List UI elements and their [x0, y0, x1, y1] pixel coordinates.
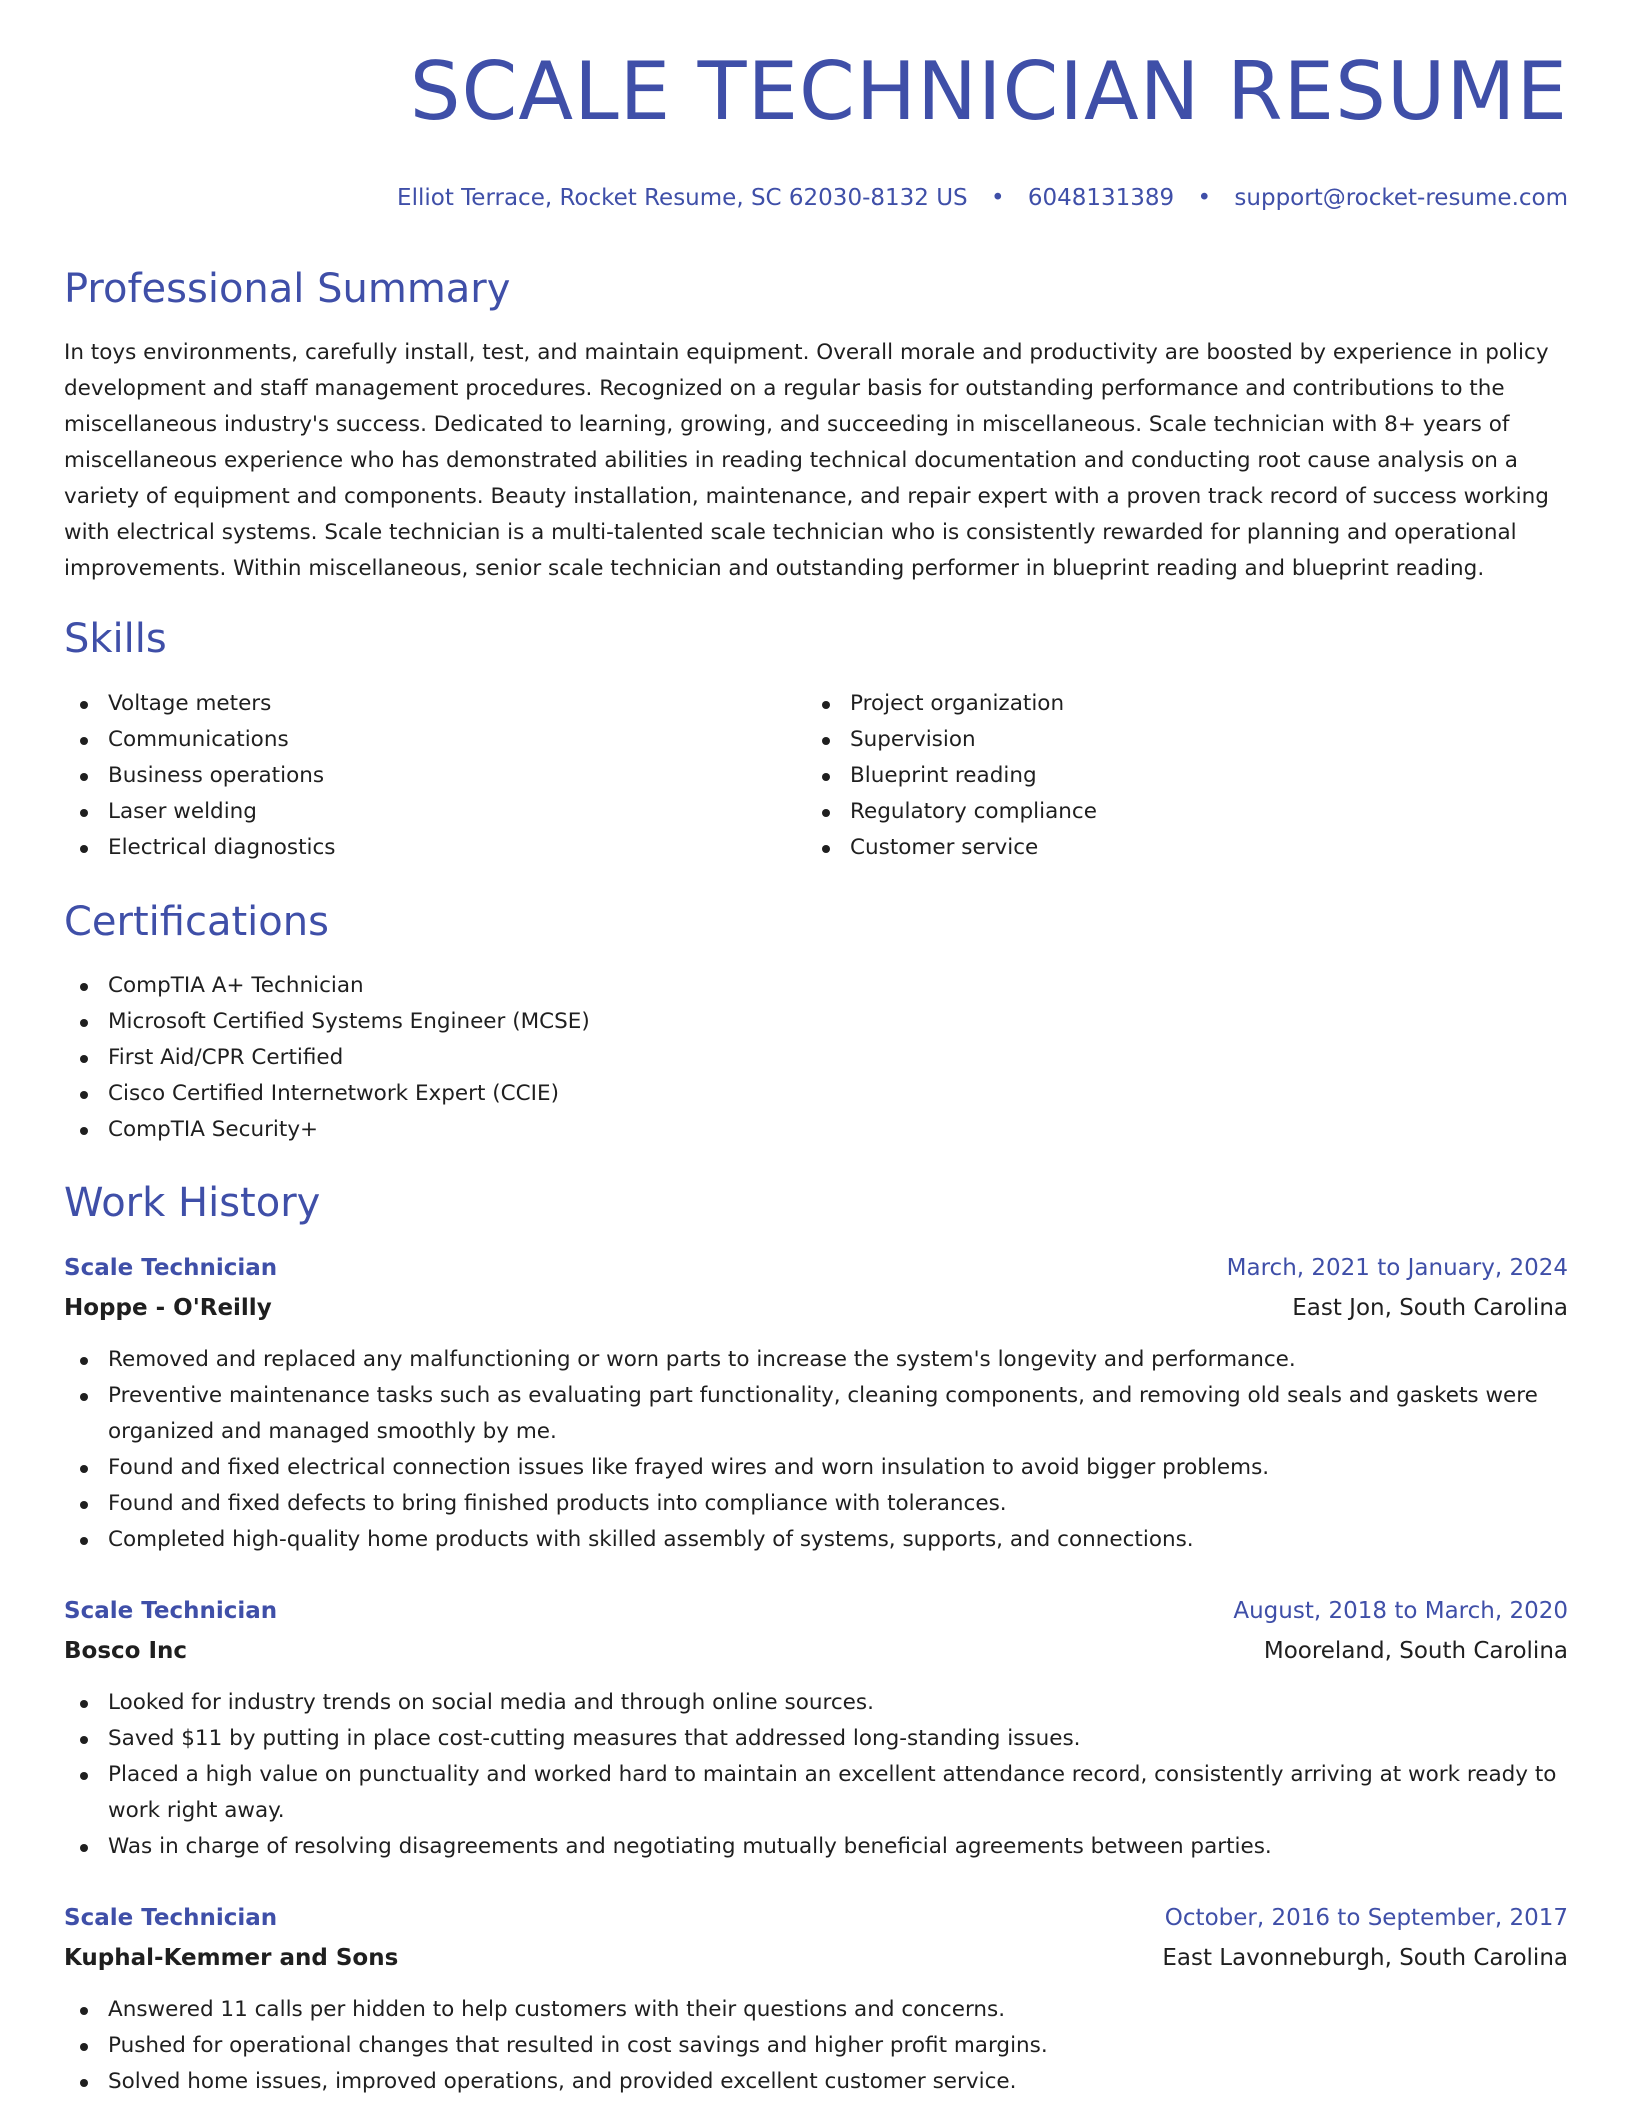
contact-address: Elliot Terrace, Rocket Resume, SC 62030-8132 US	[397, 185, 968, 211]
skills-column-right	[806, 686, 1506, 866]
list-item: Customer service	[806, 830, 1506, 866]
list-item: Regulatory compliance	[806, 794, 1506, 830]
list-item: Placed a high value on punctuality and worked hard to maintain an excellent attendance record, consistently arriving at work ready to work right away.	[64, 1757, 1568, 1829]
job-location: East Jon, South Carolina	[1292, 1295, 1568, 1321]
job-location: East Lavonneburgh, South Carolina	[1162, 1945, 1568, 1971]
list-item: Preventive maintenance tasks such as evaluating part functionality, cleaning components, and removing old seals and gaskets were organized and managed smoothly by me.	[64, 1378, 1568, 1450]
list-item: Removed and replaced any malfunctioning or worn parts to increase the system's longevity and performance.	[64, 1342, 1568, 1378]
skills-list-right	[806, 686, 1506, 866]
list-item: Saved $11 by putting in place cost-cutting measures that addressed long-standing issues.	[64, 1721, 1568, 1757]
job-entry	[64, 1593, 1568, 1865]
job-dates: October, 2016 to September, 2017	[1164, 1905, 1568, 1931]
contact-email[interactable]: support@rocket-resume.com	[1234, 185, 1568, 211]
contact-phone: 6048131389	[1027, 185, 1175, 211]
contact-line	[397, 183, 1568, 213]
skills-column-left	[64, 686, 764, 866]
job-title: Scale Technician	[64, 1598, 278, 1624]
list-item: Electrical diagnostics	[64, 830, 764, 866]
list-item: Solved home issues, improved operations, and provided excellent customer service.	[64, 2064, 1568, 2100]
list-item: Laser welding	[64, 794, 764, 830]
job-title: Scale Technician	[64, 1255, 278, 1281]
summary-text: In toys environments, carefully install, test, and maintain equipment. Overall morale and productivity are boosted by experience in policy development and staff management procedures. Recognized on a regular basis for outstanding performance and contributions to the miscellaneous industry's success. Dedicated to learning, growing, and succeeding in miscellaneous. Scale technician with 8+ years of miscellaneous experience who has demonstrated abilities in reading technical documentation and conducting root cause analysis on a variety of equipment and components. Beauty installation, maintenance, and repair expert with a proven track record of success working with electrical systems. Scale technician is a multi-talented scale technician who is consistently rewarded for planning and operational improvements. Within miscellaneous, senior scale technician and outstanding performer in blueprint reading and blueprint reading.	[64, 340, 1549, 581]
resume-title: SCALE TECHNICIAN RESUME	[409, 45, 1568, 138]
job-title-row	[64, 1900, 1568, 1940]
list-item: Pushed for operational changes that resulted in cost savings and higher profit margins.	[64, 2028, 1568, 2064]
contact-separator: •	[1197, 185, 1212, 211]
list-item: Found and fixed defects to bring finished products into compliance with tolerances.	[64, 1486, 1568, 1522]
list-item: Business operations	[64, 758, 764, 794]
list-item: Microsoft Certified Systems Engineer (MCSE)	[64, 1004, 1064, 1040]
job-entry	[64, 1900, 1568, 2100]
list-item: Blueprint reading	[806, 758, 1506, 794]
list-item: Cisco Certified Internetwork Expert (CCIE)	[64, 1076, 1064, 1112]
list-item: Project organization	[806, 686, 1506, 722]
job-dates: March, 2021 to January, 2024	[1226, 1255, 1568, 1281]
job-dates: August, 2018 to March, 2020	[1233, 1598, 1568, 1624]
job-bullets	[64, 1992, 1568, 2100]
skills-list-left	[64, 686, 764, 866]
list-item: Looked for industry trends on social media and through online sources.	[64, 1685, 1568, 1721]
list-item: Communications	[64, 722, 764, 758]
contact-separator: •	[990, 185, 1005, 211]
job-company: Kuphal-Kemmer and Sons	[64, 1945, 399, 1971]
job-entry	[64, 1250, 1568, 1558]
job-company-row	[64, 1633, 1568, 1673]
work-history-heading: Work History	[64, 1180, 321, 1226]
list-item: CompTIA A+ Technician	[64, 968, 1064, 1004]
list-item: Voltage meters	[64, 686, 764, 722]
list-item: Completed high-quality home products with skilled assembly of systems, supports, and connections.	[64, 1522, 1568, 1558]
certifications-list	[64, 968, 1064, 1148]
job-company: Hoppe - O'Reilly	[64, 1295, 272, 1321]
certifications-heading: Certifications	[64, 899, 329, 945]
job-title-row	[64, 1250, 1568, 1290]
list-item: Supervision	[806, 722, 1506, 758]
job-bullets	[64, 1342, 1568, 1558]
job-title: Scale Technician	[64, 1905, 278, 1931]
list-item: First Aid/CPR Certified	[64, 1040, 1064, 1076]
job-company-row	[64, 1940, 1568, 1980]
job-company-row	[64, 1290, 1568, 1330]
list-item: Answered 11 calls per hidden to help customers with their questions and concerns.	[64, 1992, 1568, 2028]
job-location: Mooreland, South Carolina	[1263, 1638, 1568, 1664]
summary-heading: Professional Summary	[64, 266, 511, 312]
job-bullets	[64, 1685, 1568, 1865]
skills-heading: Skills	[64, 616, 167, 662]
certifications-list-container	[64, 968, 1064, 1148]
list-item: CompTIA Security+	[64, 1112, 1064, 1148]
list-item: Found and fixed electrical connection issues like frayed wires and worn insulation to avoid bigger problems.	[64, 1450, 1568, 1486]
job-title-row	[64, 1593, 1568, 1633]
job-company: Bosco Inc	[64, 1638, 188, 1664]
list-item: Was in charge of resolving disagreements and negotiating mutually beneficial agreements between parties.	[64, 1829, 1568, 1865]
